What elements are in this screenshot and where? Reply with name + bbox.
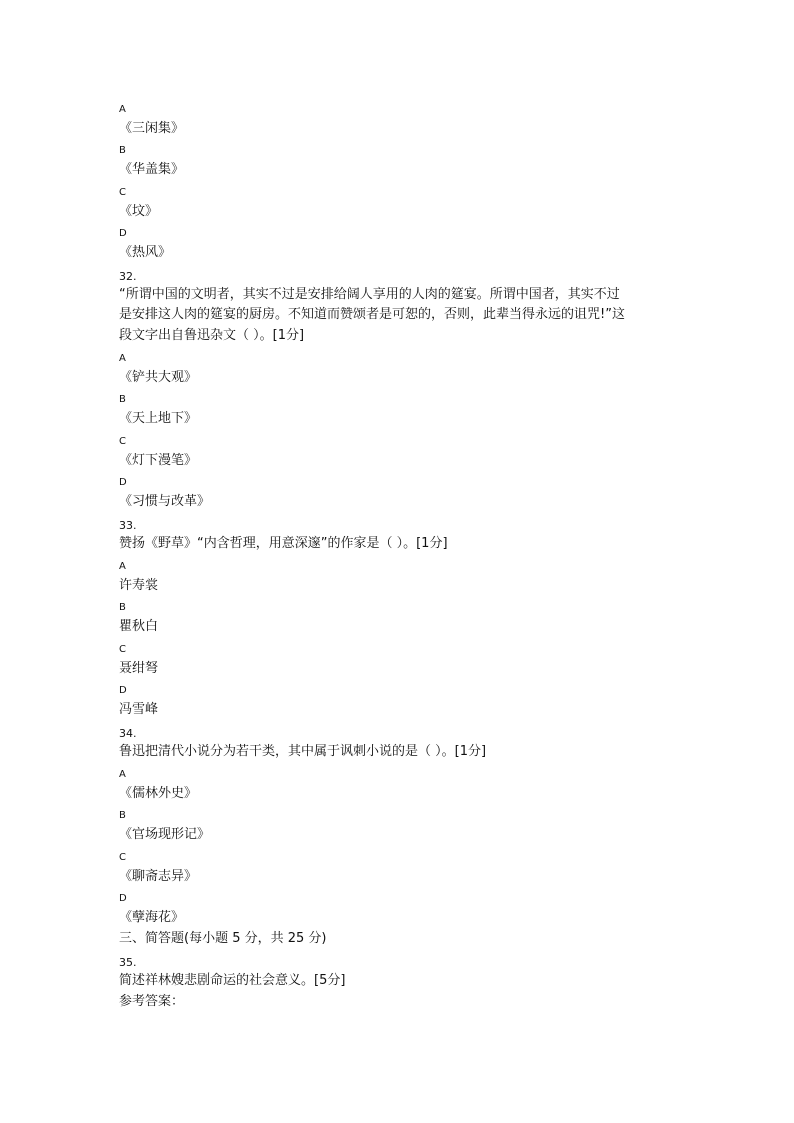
option-text: 许寿裳 (119, 578, 159, 593)
option-letter: D (119, 477, 127, 488)
question-number: 34. (119, 727, 137, 740)
question-text-line: 是安排这人肉的筵宴的厨房。不知道而赞颂者是可恕的，否则，此辈当得永远的诅咒!”这 (119, 307, 625, 322)
option-text: 《热风》 (119, 245, 172, 260)
question-text: 简述祥林嫂悲剧命运的社会意义。[5分] (119, 973, 346, 988)
option-text: 《三闲集》 (119, 121, 185, 136)
question-text: 鲁迅把清代小说分为若干类，其中属于讽刺小说的是（ ）。[1分] (119, 744, 487, 759)
option-text: 《坟》 (119, 204, 159, 219)
option-letter: D (119, 685, 127, 696)
option-text: 《孽海花》 (119, 910, 185, 925)
option-letter: A (119, 104, 126, 115)
option-text: 《华盖集》 (119, 162, 185, 177)
option-letter: C (119, 852, 126, 863)
option-text: 聂绀弩 (119, 661, 159, 676)
option-letter: D (119, 893, 127, 904)
option-letter: D (119, 228, 127, 239)
question-number: 35. (119, 956, 137, 969)
option-text: 《聊斋志异》 (119, 869, 198, 884)
question-number: 32. (119, 270, 137, 283)
option-letter: A (119, 353, 126, 364)
option-text: 《儒林外史》 (119, 786, 198, 801)
option-letter: C (119, 187, 126, 198)
question-text: 赞扬《野草》“内含哲理，用意深邃”的作家是（ ）。[1分] (119, 536, 448, 551)
option-text: 《天上地下》 (119, 411, 198, 426)
option-text: 瞿秋白 (119, 619, 159, 634)
option-letter: A (119, 769, 126, 780)
option-letter: B (119, 602, 126, 613)
option-text: 冯雪峰 (119, 702, 159, 717)
option-letter: B (119, 145, 126, 156)
option-letter: B (119, 810, 126, 821)
option-letter: A (119, 561, 126, 572)
question-number: 33. (119, 519, 137, 532)
option-text: 《官场现形记》 (119, 827, 211, 842)
option-text: 《灯下漫笔》 (119, 453, 198, 468)
answer-label: 参考答案： (119, 994, 185, 1009)
option-letter: C (119, 644, 126, 655)
option-text: 《习惯与改革》 (119, 494, 211, 509)
option-text: 《铲共大观》 (119, 370, 198, 385)
option-letter: B (119, 394, 126, 405)
question-text-line: 段文字出自鲁迅杂文（ ）。[1分] (119, 328, 305, 343)
option-letter: C (119, 436, 126, 447)
question-text-line: “所谓中国的文明者，其实不过是安排给阔人享用的人肉的筵宴。所谓中国者，其实不过 (119, 287, 620, 302)
section-heading: 三、简答题(每小题 5 分，共 25 分) (119, 931, 327, 946)
